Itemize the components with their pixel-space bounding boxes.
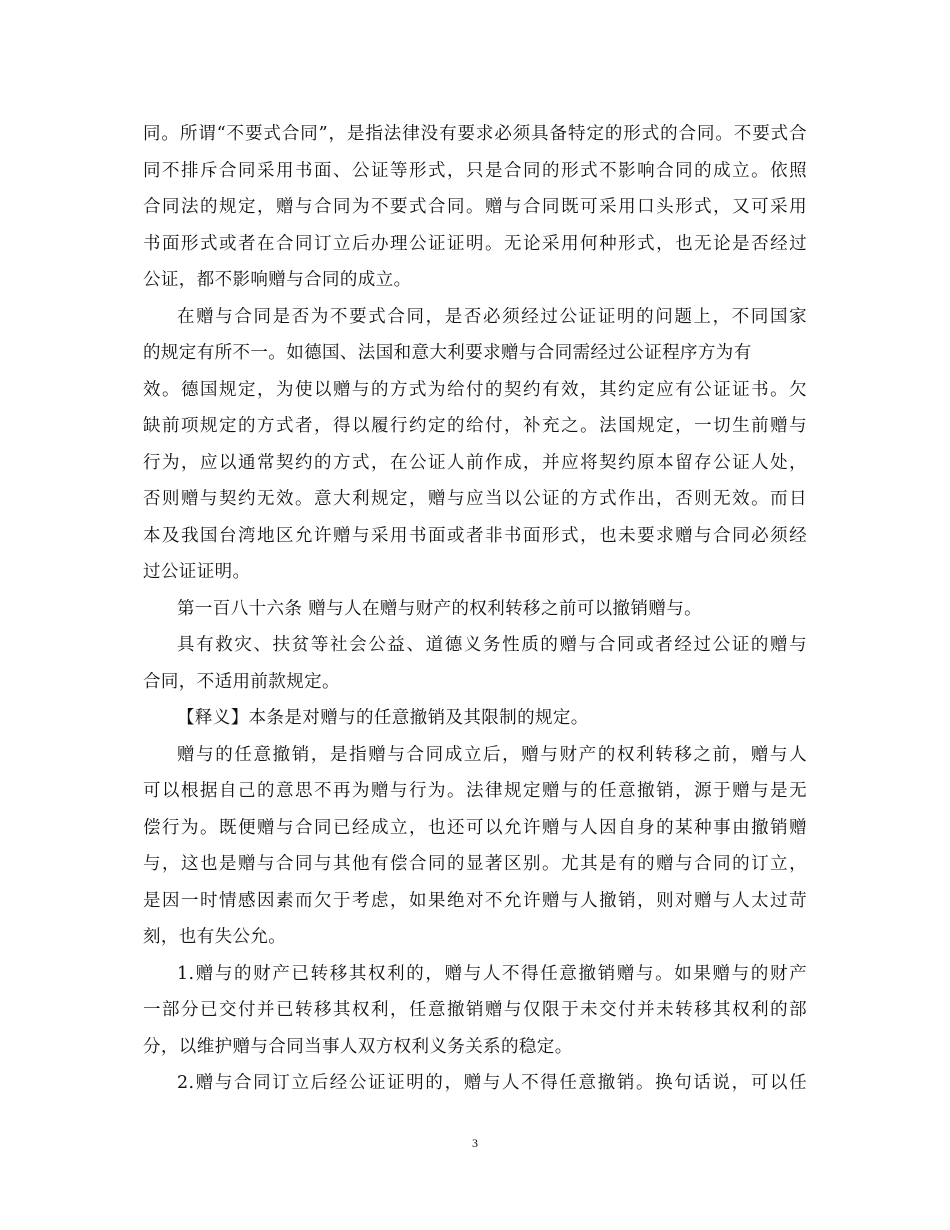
text-line: 2.赠与合同订立后经公证证明的，赠与人不得任意撤销。换句话说，可以任 [177, 1073, 807, 1093]
text-line: 同。所谓“不要式合同”，是指法律没有要求必须具备特定的形式的合同。不要式合 [143, 124, 807, 144]
text-line: 否则赠与契约无效。意大利规定，赠与应当以公证的方式作出，否则无效。而日 [143, 489, 807, 509]
text-line: 一部分已交付并已转移其权利，任意撤销赠与仅限于未交付并未转移其权利的部 [143, 1000, 807, 1020]
text-line: 【释义】本条是对赠与的任意撤销及其限制的规定。 [177, 708, 589, 728]
text-line: 刻，也有失公允。 [143, 927, 287, 947]
text-line: 偿行为。既便赠与合同已经成立，也还可以允许赠与人因自身的某种事由撤销赠 [143, 817, 807, 838]
text-line: 1.赠与的财产已转移其权利的，赠与人不得任意撤销赠与。如果赠与的财产 [177, 963, 807, 984]
text-line: 是因一时情感因素而欠于考虑，如果绝对不允许赠与人撤销，则对赠与人太过苛 [143, 890, 807, 911]
text-line: 公证，都不影响赠与合同的成立。 [143, 270, 412, 290]
text-line: 在赠与合同是否为不要式合同，是否必须经过公证证明的问题上，不同国家 [177, 306, 807, 327]
text-line: 具有救灾、扶贫等社会公益、道德义务性质的赠与合同或者经过公证的赠与 [177, 635, 807, 655]
text-line: 同不排斥合同采用书面、公证等形式，只是合同的形式不影响合同的成立。依照 [143, 160, 807, 181]
text-line: 的规定有所不一。如德国、法国和意大利要求赠与合同需经过公证程序方为有 [143, 343, 752, 363]
text-line: 分，以维护赠与合同当事人双方权利义务关系的稳定。 [143, 1036, 573, 1057]
text-line: 行为，应以通常契约的方式，在公证人前作成，并应将契约原本留存公证人处， [143, 452, 807, 473]
body-text [143, 116, 807, 1102]
text-line: 与，这也是赠与合同与其他有偿合同的显著区别。尤其是有的赠与合同的订立， [143, 854, 807, 874]
text-line: 合同，不适用前款规定。 [143, 671, 340, 692]
text-line: 赠与的任意撤销，是指赠与合同成立后，赠与财产的权利转移之前，赠与人 [177, 744, 807, 765]
text-line: 第一百八十六条 赠与人在赠与财产的权利转移之前可以撤销赠与。 [177, 598, 703, 619]
text-line: 合同法的规定，赠与合同为不要式合同。赠与合同既可采用口头形式，又可采用 [143, 197, 807, 217]
text-line: 过公证证明。 [143, 562, 251, 582]
text-line: 书面形式或者在合同订立后办理公证证明。无论采用何种形式，也无论是否经过 [143, 233, 807, 254]
text-line: 效。德国规定，为使以赠与的方式为给付的契约有效，其约定应有公证证书。欠 [143, 379, 807, 400]
text-line: 本及我国台湾地区允许赠与采用书面或者非书面形式，也未要求赠与合同必须经 [143, 525, 807, 546]
text-line: 缺前项规定的方式者，得以履行约定的给付，补充之。法国规定，一切生前赠与 [143, 416, 807, 436]
text-line: 可以根据自己的意思不再为赠与行为。法律规定赠与的任意撤销，源于赠与是无 [143, 781, 807, 801]
page-number: 3 [472, 1136, 478, 1150]
